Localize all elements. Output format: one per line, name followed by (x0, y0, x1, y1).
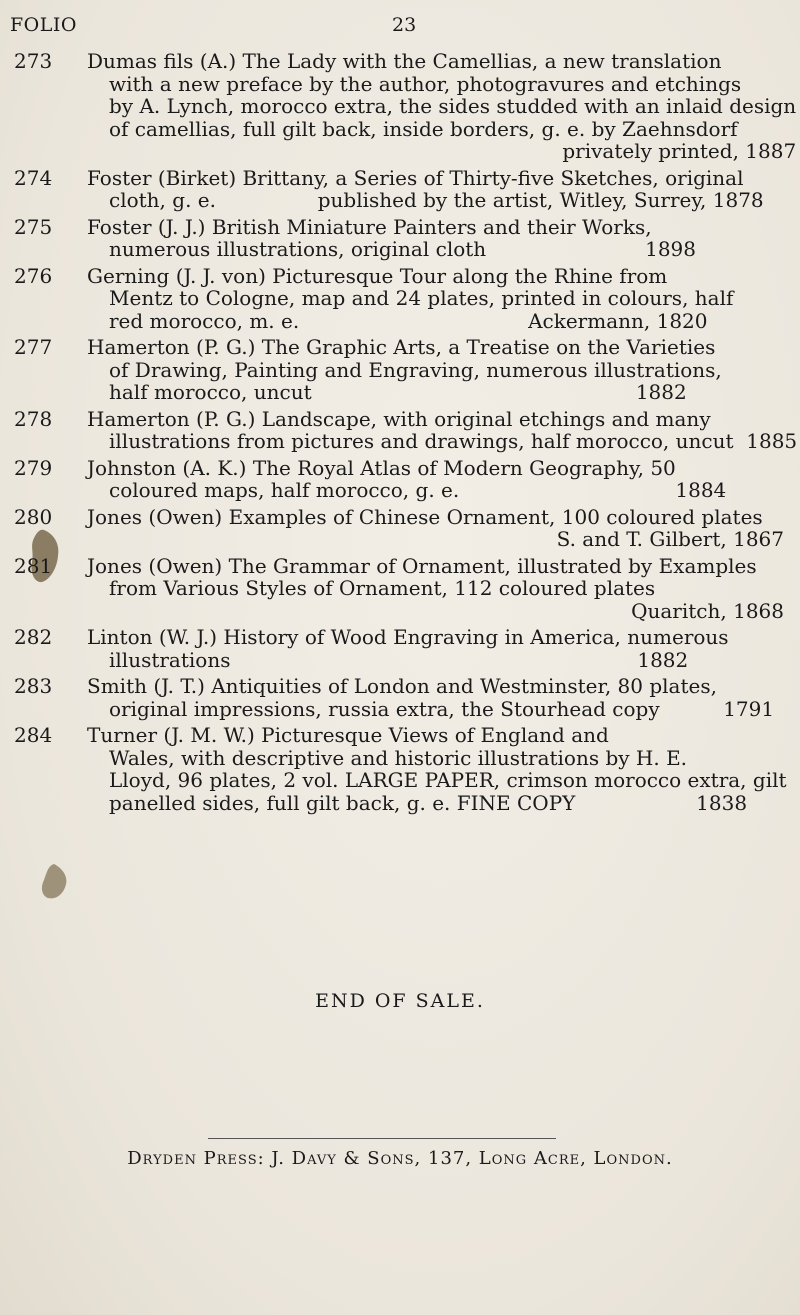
lot-line: Gerning (J. J. von) Picturesque Tour along the Rhine from (87, 263, 668, 288)
lot-line: panelled sides, full gilt back, g. e. FINE COPY 1838 (109, 790, 748, 815)
lot-line: with a new preface by the author, photogravures and etchings (109, 71, 742, 96)
lot-number: 284 (14, 723, 53, 747)
lot-entry (14, 265, 784, 333)
lot-imprint-line (87, 600, 784, 623)
ink-stain-icon (36, 862, 72, 902)
lot-description (87, 675, 784, 720)
lot-line: Hamerton (P. G.) Landscape, with original etchings and many (87, 406, 711, 431)
lot-description (87, 50, 796, 163)
lot-line: from Various Styles of Ornament, 112 coloured plates (109, 576, 656, 600)
printer-imprint: Dryden Press: J. Davy & Sons, 137, Long Acre, London. (127, 1148, 673, 1169)
lot-entry (14, 555, 784, 623)
lot-line: numerous illustrations, original cloth 1898 (109, 237, 697, 261)
lot-description (87, 336, 784, 404)
lot-entry (14, 216, 784, 261)
lot-number: 280 (14, 504, 53, 529)
lot-number: 275 (14, 214, 53, 239)
lot-line: Wales, with descriptive and historic illustrations by H. E. (109, 745, 688, 770)
folio-label: FOLIO (10, 14, 77, 36)
lot-line: Lloyd, 96 plates, 2 vol. LARGE PAPER, crimson morocco extra, gilt (109, 768, 787, 792)
lot-description (87, 167, 784, 212)
lot-number: 281 (14, 553, 53, 578)
lot-description (87, 216, 784, 261)
lot-line: Foster (J. J.) British Miniature Painters and their Works, (87, 214, 652, 239)
lot-line: Dumas fils (A.) The Lady with the Camellias, a new translation (87, 49, 722, 73)
lot-line: illustrations from pictures and drawings, half morocco, uncut 1885 (109, 429, 798, 453)
lot-entry (14, 626, 784, 671)
lot-line: cloth, g. e. published by the artist, Witley, Surrey, 1878 (109, 188, 764, 212)
lot-number: 277 (14, 335, 53, 359)
page-number: 23 (392, 14, 417, 36)
lot-line: Foster (Birket) Brittany, a Series of Thirty-five Sketches, original (87, 165, 744, 190)
page-header (0, 14, 800, 44)
lot-entry (14, 675, 784, 720)
lot-line: Jones (Owen) Examples of Chinese Ornament, 100 coloured plates (87, 504, 763, 529)
lot-imprint: Quaritch, 1868 (631, 598, 784, 623)
lot-line: original impressions, russia extra, the Stourhead copy 1791 (109, 696, 775, 721)
lot-number: 274 (14, 165, 53, 190)
lot-list (14, 49, 798, 818)
lot-number: 278 (14, 406, 53, 431)
lot-line: half morocco, uncut 1882 (109, 380, 687, 404)
lot-line: coloured maps, half morocco, g. e. 1884 (109, 478, 727, 502)
lot-line: by A. Lynch, morocco extra, the sides studded with an inlaid design (109, 94, 797, 118)
lot-line: red morocco, m. e. Ackermann, 1820 (109, 308, 708, 333)
lot-line: Smith (J. T.) Antiquities of London and Westminster, 80 plates, (87, 674, 717, 698)
lot-line: Jones (Owen) The Grammar of Ornament, illustrated by Examples (87, 553, 757, 578)
lot-number: 276 (14, 263, 53, 288)
lot-line: Hamerton (P. G.) The Graphic Arts, a Treatise on the Varieties (87, 335, 716, 359)
lot-line: of Drawing, Painting and Engraving, numerous illustrations, (109, 357, 722, 382)
lot-number: 283 (14, 674, 53, 698)
lot-entry (14, 723, 787, 815)
lot-description (87, 555, 784, 623)
lot-number: 273 (14, 49, 53, 73)
end-of-sale-notice: END OF SALE. (315, 990, 485, 1012)
lot-line: Mentz to Cologne, map and 24 plates, printed in colours, half (109, 286, 734, 310)
lot-description (87, 506, 784, 551)
lot-number: 282 (14, 625, 53, 649)
lot-line: of camellias, full gilt back, inside borders, g. e. by Zaehnsdorf (109, 116, 738, 141)
lot-entry (14, 49, 797, 163)
lot-line: illustrations 1882 (109, 647, 689, 672)
imprint-divider (208, 1138, 556, 1139)
lot-entry (14, 167, 784, 212)
lot-imprint-line (87, 140, 796, 163)
lot-entry (14, 457, 784, 502)
lot-description (87, 408, 797, 453)
lot-imprint: privately printed, 1887 (562, 139, 797, 163)
lot-entry (14, 506, 784, 551)
lot-line: Johnston (A. K.) The Royal Atlas of Modern Geography, 50 (87, 455, 676, 480)
lot-description (87, 265, 784, 333)
lot-description (87, 626, 784, 671)
lot-line: Turner (J. M. W.) Picturesque Views of England and (87, 723, 609, 747)
lot-description (87, 457, 784, 502)
lot-number: 279 (14, 455, 53, 480)
lot-entry (14, 406, 798, 453)
lot-line: Linton (W. J.) History of Wood Engraving in America, numerous (87, 625, 729, 649)
lot-description (87, 724, 787, 814)
lot-imprint: S. and T. Gilbert, 1867 (556, 527, 784, 551)
lot-imprint-line (87, 528, 784, 551)
lot-entry (14, 336, 784, 404)
